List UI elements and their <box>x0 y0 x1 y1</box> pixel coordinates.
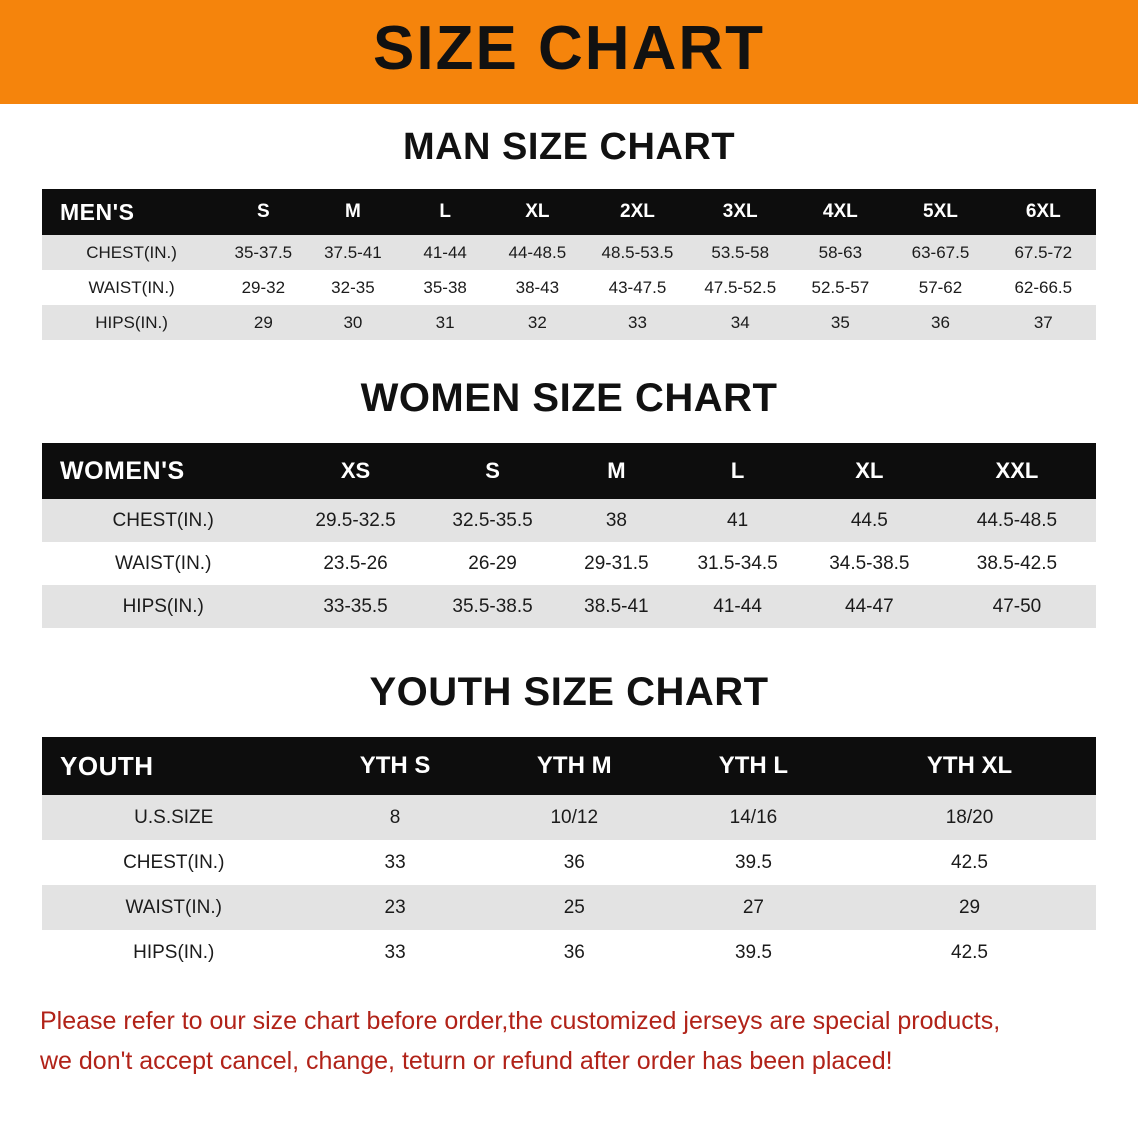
women-cell-hips-5: 47-50 <box>938 585 1096 628</box>
man-cell-chest-6: 58-63 <box>790 235 890 270</box>
women-header-cell-6: XXL <box>938 443 1096 499</box>
man-header-cell-5: 2XL <box>585 189 690 235</box>
man-section-title: MAN SIZE CHART <box>402 126 736 168</box>
youth-row-label-hips: HIPS(IN.) <box>42 930 306 975</box>
man-cell-chest-8: 67.5-72 <box>991 235 1096 270</box>
man-cell-waist-5: 47.5-52.5 <box>690 270 790 305</box>
table-row <box>42 795 1096 840</box>
youth-row-label-chest: CHEST(IN.) <box>42 840 306 885</box>
man-row-label-hips: HIPS(IN.) <box>42 305 221 340</box>
youth-section-title: YOUTH SIZE CHART <box>369 670 769 714</box>
youth-cell-waist-3: 29 <box>843 885 1096 930</box>
women-cell-hips-0: 33-35.5 <box>284 585 426 628</box>
women-cell-waist-5: 38.5-42.5 <box>938 542 1096 585</box>
youth-cell-hips-3: 42.5 <box>843 930 1096 975</box>
disclaimer-line-2: we don't accept cancel, change, teturn or refund after order has been placed! <box>40 1047 893 1075</box>
man-cell-chest-7: 63-67.5 <box>890 235 990 270</box>
women-cell-chest-2: 38 <box>558 499 674 542</box>
youth-cell-ussize-1: 10/12 <box>485 795 664 840</box>
man-table-header-row <box>42 189 1096 235</box>
man-cell-hips-3: 32 <box>490 305 585 340</box>
women-header-cell-0: WOMEN'S <box>42 443 284 499</box>
women-cell-waist-4: 34.5-38.5 <box>801 542 938 585</box>
women-cell-hips-3: 41-44 <box>674 585 800 628</box>
table-row <box>42 885 1096 930</box>
man-cell-waist-1: 32-35 <box>305 270 400 305</box>
man-cell-chest-1: 37.5-41 <box>305 235 400 270</box>
youth-header-cell-4: YTH XL <box>843 737 1096 795</box>
page-banner <box>0 0 1138 104</box>
youth-cell-chest-2: 39.5 <box>664 840 843 885</box>
page-title: SIZE CHART <box>373 14 765 83</box>
youth-header-cell-1: YTH S <box>306 737 485 795</box>
women-cell-waist-3: 31.5-34.5 <box>674 542 800 585</box>
women-table-wrapper <box>42 443 1096 628</box>
man-cell-waist-8: 62-66.5 <box>991 270 1096 305</box>
women-row-label-waist: WAIST(IN.) <box>42 542 284 585</box>
man-row-label-waist: WAIST(IN.) <box>42 270 221 305</box>
women-section-title: WOMEN SIZE CHART <box>360 376 778 420</box>
youth-cell-chest-0: 33 <box>306 840 485 885</box>
women-cell-waist-1: 26-29 <box>427 542 559 585</box>
man-size-table <box>42 189 1096 340</box>
women-header-cell-3: M <box>558 443 674 499</box>
youth-cell-hips-1: 36 <box>485 930 664 975</box>
table-row <box>42 585 1096 628</box>
man-header-cell-7: 4XL <box>790 189 890 235</box>
table-row <box>42 235 1096 270</box>
man-cell-waist-0: 29-32 <box>221 270 305 305</box>
youth-header-cell-0: YOUTH <box>42 737 306 795</box>
youth-size-table <box>42 737 1096 975</box>
women-header-cell-4: L <box>674 443 800 499</box>
table-row <box>42 499 1096 542</box>
man-cell-hips-4: 33 <box>585 305 690 340</box>
youth-cell-waist-1: 25 <box>485 885 664 930</box>
table-row <box>42 840 1096 885</box>
youth-table-wrapper <box>42 737 1096 975</box>
table-row <box>42 305 1096 340</box>
man-cell-hips-6: 35 <box>790 305 890 340</box>
women-header-cell-5: XL <box>801 443 938 499</box>
youth-cell-waist-2: 27 <box>664 885 843 930</box>
women-cell-chest-3: 41 <box>674 499 800 542</box>
table-row <box>42 270 1096 305</box>
women-cell-waist-0: 23.5-26 <box>284 542 426 585</box>
man-table-wrapper <box>42 189 1096 340</box>
man-cell-waist-6: 52.5-57 <box>790 270 890 305</box>
women-row-label-chest: CHEST(IN.) <box>42 499 284 542</box>
youth-header-cell-2: YTH M <box>485 737 664 795</box>
man-cell-hips-5: 34 <box>690 305 790 340</box>
women-cell-hips-2: 38.5-41 <box>558 585 674 628</box>
man-row-label-chest: CHEST(IN.) <box>42 235 221 270</box>
women-cell-waist-2: 29-31.5 <box>558 542 674 585</box>
man-header-cell-1: S <box>221 189 305 235</box>
man-header-cell-4: XL <box>490 189 585 235</box>
women-cell-chest-5: 44.5-48.5 <box>938 499 1096 542</box>
man-cell-chest-5: 53.5-58 <box>690 235 790 270</box>
man-cell-chest-4: 48.5-53.5 <box>585 235 690 270</box>
man-header-cell-6: 3XL <box>690 189 790 235</box>
women-table-header-row <box>42 443 1096 499</box>
women-header-cell-1: XS <box>284 443 426 499</box>
man-cell-waist-7: 57-62 <box>890 270 990 305</box>
women-cell-hips-4: 44-47 <box>801 585 938 628</box>
table-row <box>42 930 1096 975</box>
women-cell-hips-1: 35.5-38.5 <box>427 585 559 628</box>
youth-cell-chest-3: 42.5 <box>843 840 1096 885</box>
man-header-cell-2: M <box>305 189 400 235</box>
table-row <box>42 542 1096 585</box>
youth-row-label-waist: WAIST(IN.) <box>42 885 306 930</box>
man-cell-hips-8: 37 <box>991 305 1096 340</box>
youth-cell-waist-0: 23 <box>306 885 485 930</box>
youth-cell-ussize-3: 18/20 <box>843 795 1096 840</box>
man-header-cell-8: 5XL <box>890 189 990 235</box>
man-cell-hips-7: 36 <box>890 305 990 340</box>
youth-row-label-ussize: U.S.SIZE <box>42 795 306 840</box>
women-cell-chest-1: 32.5-35.5 <box>427 499 559 542</box>
youth-cell-ussize-2: 14/16 <box>664 795 843 840</box>
women-cell-chest-0: 29.5-32.5 <box>284 499 426 542</box>
man-header-cell-0: MEN'S <box>42 189 221 235</box>
man-cell-waist-3: 38-43 <box>490 270 585 305</box>
youth-cell-chest-1: 36 <box>485 840 664 885</box>
disclaimer-note <box>40 1001 1098 1081</box>
man-header-cell-3: L <box>400 189 490 235</box>
youth-header-cell-3: YTH L <box>664 737 843 795</box>
man-cell-hips-2: 31 <box>400 305 490 340</box>
disclaimer-line-1: Please refer to our size chart before order,the customized jerseys are special products, <box>40 1007 1001 1035</box>
man-header-cell-9: 6XL <box>991 189 1096 235</box>
man-cell-waist-4: 43-47.5 <box>585 270 690 305</box>
youth-table-header-row <box>42 737 1096 795</box>
women-row-label-hips: HIPS(IN.) <box>42 585 284 628</box>
man-cell-hips-1: 30 <box>305 305 400 340</box>
man-cell-waist-2: 35-38 <box>400 270 490 305</box>
youth-cell-ussize-0: 8 <box>306 795 485 840</box>
man-cell-chest-3: 44-48.5 <box>490 235 585 270</box>
man-cell-hips-0: 29 <box>221 305 305 340</box>
man-cell-chest-0: 35-37.5 <box>221 235 305 270</box>
women-size-table <box>42 443 1096 628</box>
youth-cell-hips-0: 33 <box>306 930 485 975</box>
women-cell-chest-4: 44.5 <box>801 499 938 542</box>
youth-cell-hips-2: 39.5 <box>664 930 843 975</box>
women-header-cell-2: S <box>427 443 559 499</box>
man-cell-chest-2: 41-44 <box>400 235 490 270</box>
